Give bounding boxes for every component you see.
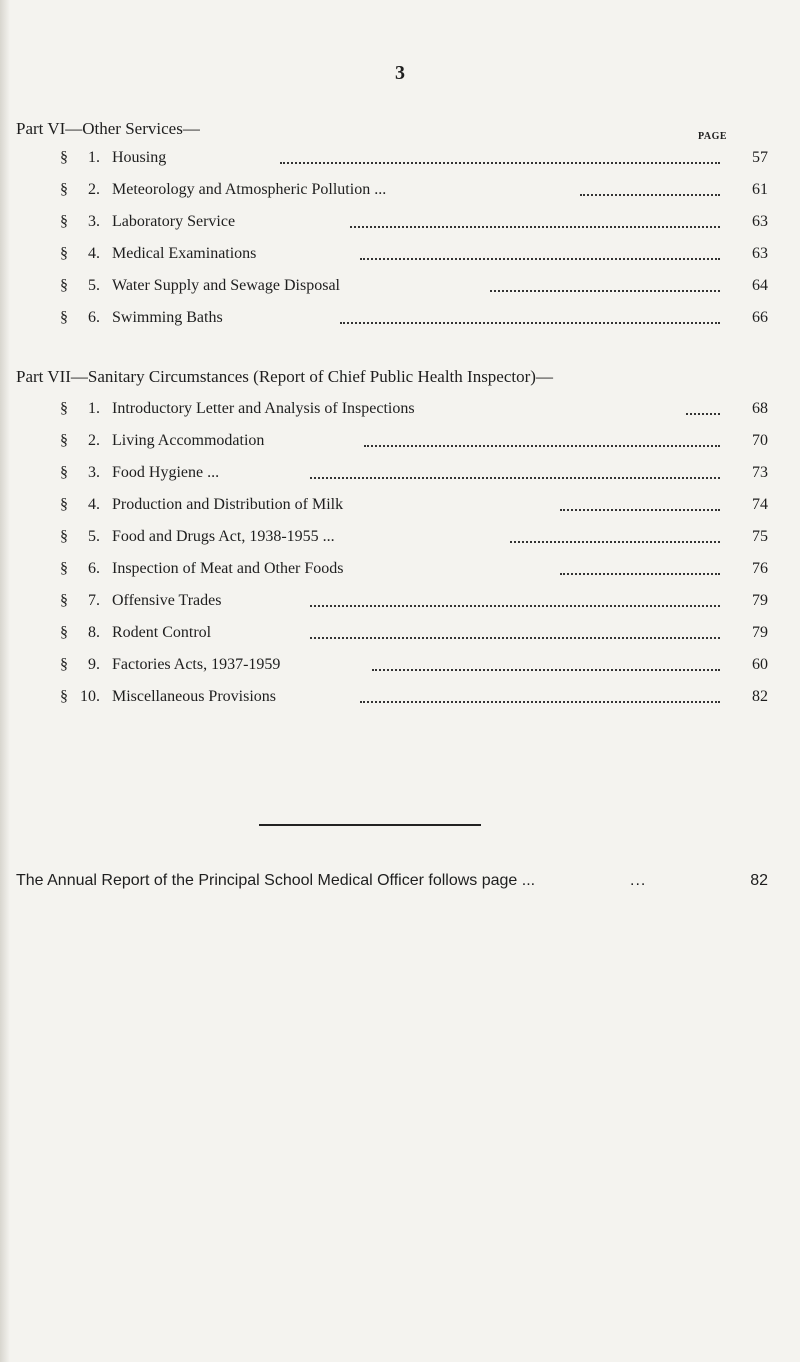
section-sign: §: [60, 309, 68, 326]
footer-note: [16, 872, 768, 894]
section-sign: §: [60, 560, 68, 577]
page-number: 3: [395, 62, 405, 84]
item-number: 4.: [88, 496, 100, 513]
page-edge-shadow: [0, 0, 10, 1362]
item-number: 3.: [88, 213, 100, 230]
item-number: 9.: [88, 656, 100, 673]
item-page: 73: [752, 464, 768, 481]
item-title: Introductory Letter and Analysis of Inspections: [112, 400, 415, 417]
dot-leader: [310, 637, 720, 639]
dot-leader: [560, 573, 720, 575]
item-number: 4.: [88, 245, 100, 262]
section-sign: §: [60, 277, 68, 294]
dot-leader: [686, 413, 720, 415]
item-title: Food Hygiene ...: [112, 464, 220, 481]
dot-leader: [340, 322, 720, 324]
item-page: 82: [752, 688, 768, 705]
item-title: Inspection of Meat and Other Foods: [112, 560, 344, 577]
item-number: 3.: [88, 464, 100, 481]
item-title: Food and Drugs Act, 1938-1955 ...: [112, 528, 335, 545]
dot-leader: [310, 477, 720, 479]
list-item: [60, 464, 768, 486]
divider-rule: [259, 824, 481, 826]
item-page: 68: [752, 400, 768, 417]
section-sign: §: [60, 656, 68, 673]
dot-leader: [580, 194, 720, 196]
dot-leader: [350, 226, 720, 228]
list-item: [60, 528, 768, 550]
list-item: [60, 592, 768, 614]
list-item: [60, 432, 768, 454]
dot-leader: [372, 669, 720, 671]
item-page: 66: [752, 309, 768, 326]
footer-text: The Annual Report of the Principal School Medical Officer follows page ...: [16, 872, 536, 889]
item-page: 60: [752, 656, 768, 673]
item-title: Rodent Control: [112, 624, 212, 641]
item-number: 1.: [88, 149, 100, 166]
item-page: 79: [752, 624, 768, 641]
part7-heading: Part VII—Sanitary Circumstances (Report of Chief Public Health Inspector)—: [16, 367, 553, 386]
section-sign: §: [60, 592, 68, 609]
section-sign: §: [60, 245, 68, 262]
dot-leader: [310, 605, 720, 607]
item-number: 2.: [88, 432, 100, 449]
item-title: Offensive Trades: [112, 592, 222, 609]
section-sign: §: [60, 496, 68, 513]
footer-dots: ...: [630, 872, 647, 889]
item-title: Water Supply and Sewage Disposal: [112, 277, 340, 294]
dot-leader: [360, 258, 720, 260]
dot-leader: [364, 445, 720, 447]
item-page: 74: [752, 496, 768, 513]
list-item: [60, 181, 768, 203]
list-item: [60, 309, 768, 331]
section-sign: §: [60, 149, 68, 166]
item-title: Housing: [112, 149, 167, 166]
section-sign: §: [60, 528, 68, 545]
list-item: [60, 624, 768, 646]
dot-leader: [280, 162, 720, 164]
dot-leader: [560, 509, 720, 511]
list-item: [60, 688, 768, 710]
list-item: [60, 149, 768, 171]
item-page: 63: [752, 245, 768, 262]
page-column-header: PAGE: [698, 131, 728, 142]
item-number: 8.: [88, 624, 100, 641]
list-item: [60, 400, 768, 422]
section-sign: §: [60, 688, 68, 705]
item-title: Meteorology and Atmospheric Pollution ...: [112, 181, 387, 198]
item-title: Swimming Baths: [112, 309, 223, 326]
item-title: Production and Distribution of Milk: [112, 496, 344, 513]
item-number: 5.: [88, 277, 100, 294]
section-sign: §: [60, 181, 68, 198]
item-number: 1.: [88, 400, 100, 417]
section-sign: §: [60, 213, 68, 230]
part6-heading: Part VI—Other Services—: [16, 119, 200, 138]
item-title: Laboratory Service: [112, 213, 236, 230]
item-page: 63: [752, 213, 768, 230]
list-item: [60, 560, 768, 582]
list-item: [60, 496, 768, 518]
item-number: 6.: [88, 560, 100, 577]
list-item: [60, 213, 768, 235]
item-page: 64: [752, 277, 768, 294]
list-item: [60, 245, 768, 267]
item-page: 76: [752, 560, 768, 577]
section-sign: §: [60, 400, 68, 417]
footer-page: 82: [750, 872, 768, 889]
dot-leader: [490, 290, 720, 292]
item-number: 7.: [88, 592, 100, 609]
item-number: 5.: [88, 528, 100, 545]
section-sign: §: [60, 624, 68, 641]
item-page: 61: [752, 181, 768, 198]
section-sign: §: [60, 432, 68, 449]
item-number: 10.: [80, 688, 100, 705]
item-number: 2.: [88, 181, 100, 198]
item-title: Medical Examinations: [112, 245, 257, 262]
list-item: [60, 277, 768, 299]
item-title: Factories Acts, 1937-1959: [112, 656, 281, 673]
item-page: 79: [752, 592, 768, 609]
item-page: 57: [752, 149, 768, 166]
dot-leader: [360, 701, 720, 703]
item-title: Miscellaneous Provisions: [112, 688, 276, 705]
dot-leader: [510, 541, 720, 543]
section-sign: §: [60, 464, 68, 481]
item-page: 70: [752, 432, 768, 449]
item-number: 6.: [88, 309, 100, 326]
list-item: [60, 656, 768, 678]
item-page: 75: [752, 528, 768, 545]
item-title: Living Accommodation: [112, 432, 265, 449]
